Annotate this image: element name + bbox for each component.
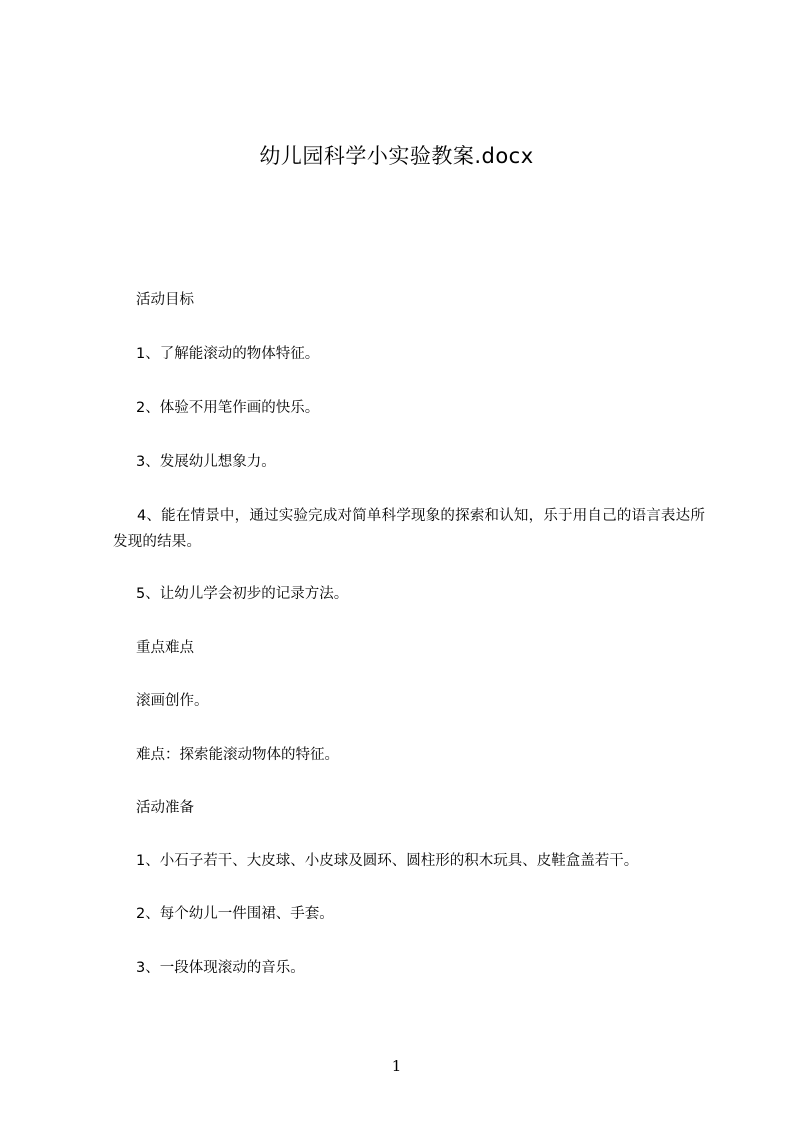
paragraph: 滚画创作。 — [136, 693, 209, 709]
page-number: 1 — [391, 1057, 402, 1075]
paragraph: 3、发展幼儿想象力。 — [136, 454, 276, 470]
paragraph: 2、每个幼儿一件围裙、手套。 — [136, 906, 334, 922]
paragraph: 5、让幼儿学会初步的记录方法。 — [136, 586, 349, 602]
paragraph: 难点：探索能滚动物体的特征。 — [136, 747, 339, 763]
heading-activity-prep: 活动准备 — [136, 800, 194, 816]
heading-key-points: 重点难点 — [136, 640, 194, 656]
paragraph: 1、小石子若干、大皮球、小皮球及圆环、圆柱形的积木玩具、皮鞋盒盖若干。 — [136, 853, 639, 869]
paragraph: 1、了解能滚动的物体特征。 — [136, 346, 320, 362]
heading-activity-goals: 活动目标 — [136, 292, 194, 308]
document-title: 幼儿园科学小实验教案.docx — [259, 144, 534, 168]
paragraph: 2、体验不用笔作画的快乐。 — [136, 400, 320, 416]
paragraph: 3、一段体现滚动的音乐。 — [136, 960, 305, 976]
paragraph: 4、能在情景中，通过实验完成对简单科学现象的探索和认知，乐于用自己的语言表达所发现的结果。 — [113, 508, 706, 550]
